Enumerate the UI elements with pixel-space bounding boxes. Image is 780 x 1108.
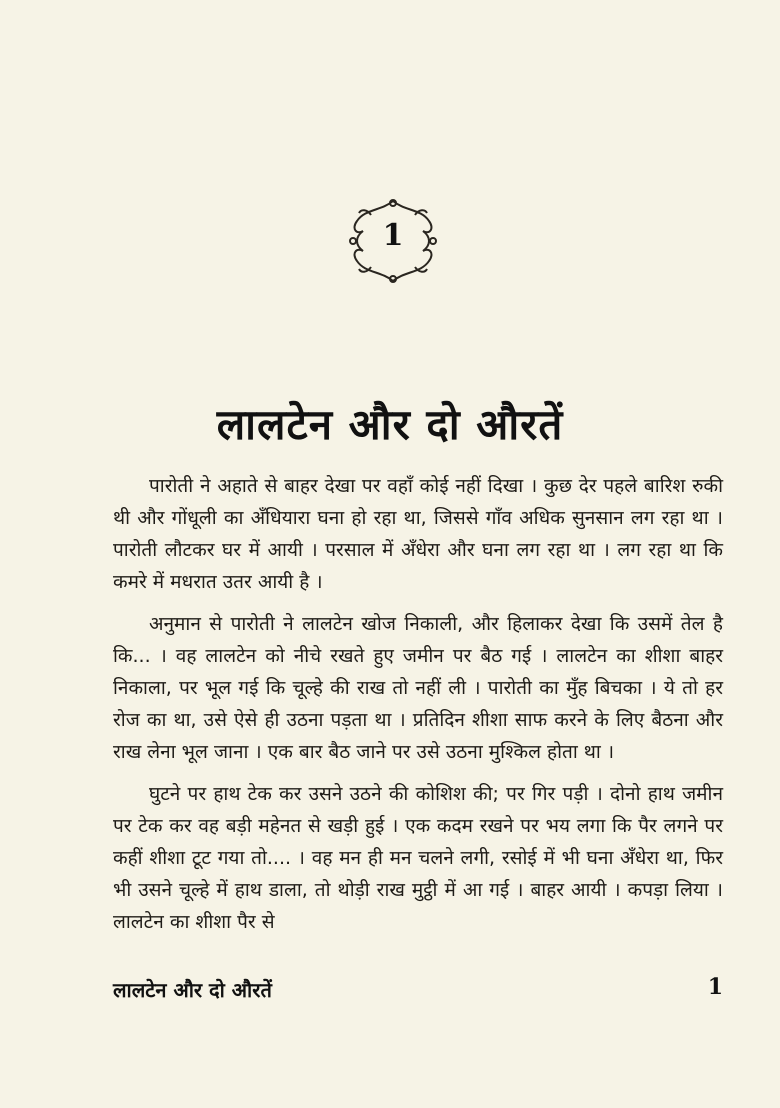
paragraph: पारोती ने अहाते से बाहर देखा पर वहाँ कोई नहीं दिखा । कुछ देर पहले बारिश रुकी थी और गोंधूली का अँधियारा घना हो रहा था, जिससे गाँव अधिक सुनसान लग रहा था । पारोती लौटकर घर में आयी । परसाल में अँधेरा और घना लग रहा था । लग रहा था कि कमरे में मधरात उतर आयी है । xyxy=(113,475,723,593)
chapter-title: लालटेन और दो औरतें xyxy=(216,400,564,449)
chapter-body xyxy=(113,470,723,948)
paragraph: अनुमान से पारोती ने लालटेन खोज निकाली, और हिलाकर देखा कि उसमें तेल है कि... । वह लालटेन को नीचे रखते हुए जमीन पर बैठ गई । लालटेन का शीशा बाहर निकाला, पर भूल गई कि चूल्हे की राख तो नहीं ली । पारोती का मुँह बिचका । ये तो हर रोज का था, उसे ऐसे ही उठना पड़ता था । प्रतिदिन शीशा साफ करने के लिए बैठना और राख लेना भूल जाना । एक बार बैठ जाने पर उसे उठना मुश्किल होता था । xyxy=(113,613,723,763)
page-number: 1 xyxy=(707,974,723,1000)
running-footer-title: लालटेन और दो औरतें xyxy=(113,978,272,1002)
paragraph: घुटने पर हाथ टेक कर उसने उठने की कोशिश की; पर गिर पड़ी । दोनो हाथ जमीन पर टेक कर वह बड़ी महेनत से खड़ी हुई । एक कदम रखने पर भय लगा कि पैर लगने पर कहीं शीशा टूट गया तो.... । वह मन ही मन चलने लगी, रसोई में भी घना अँधेरा था, फिर भी उसने चूल्हे में हाथ डाला, तो थोड़ी राख मुट्ठी में आ गई । बाहर आयी । कपड़ा लिया । लालटेन का शीशा पैर से xyxy=(113,783,723,933)
chapter-number: 1 xyxy=(382,218,404,253)
